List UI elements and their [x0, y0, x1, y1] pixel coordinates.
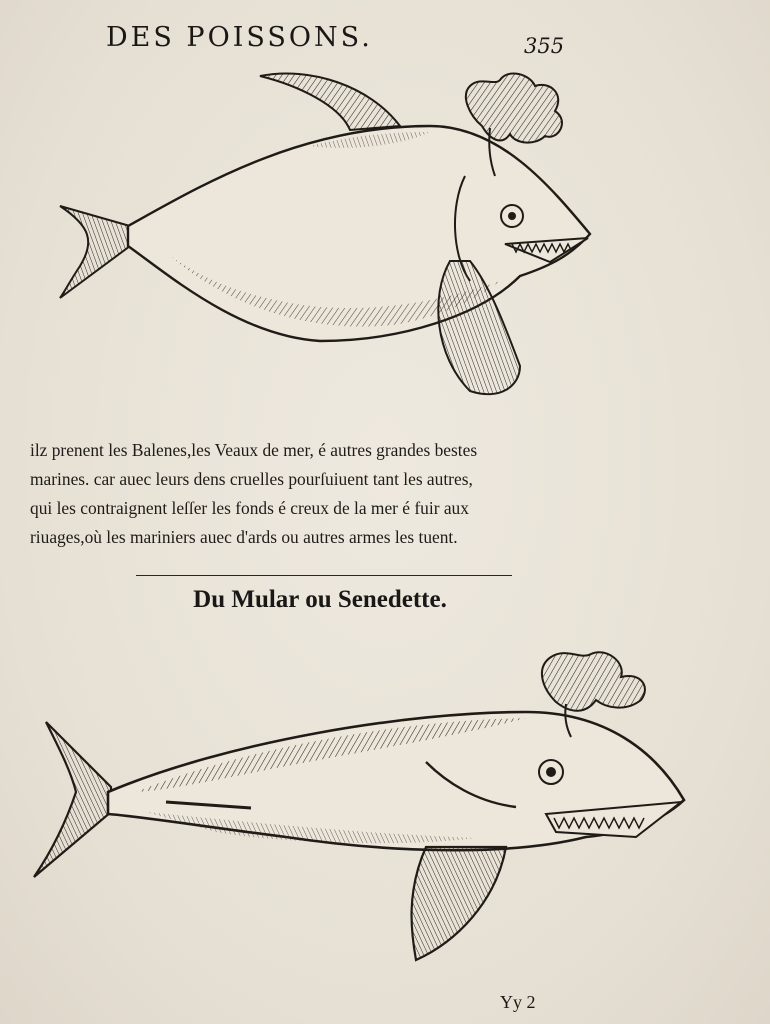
- fish-engraving-icon: [26, 642, 694, 972]
- body-paragraph: [30, 436, 630, 552]
- section-divider: [136, 575, 512, 576]
- fish-engraving-icon: [50, 66, 600, 406]
- page-number: 355: [524, 34, 565, 58]
- text-line: ilz prenent les Balenes,les Veaux de mer, é autres grandes bestes: [30, 440, 478, 460]
- running-head: DES POISSONS.: [106, 22, 373, 53]
- text-line: qui les contraignent leſſer les fonds é creux de la mer é fuir aux: [30, 498, 469, 518]
- section-heading: Du Mular ou Senedette.: [193, 586, 447, 613]
- text-line: riuages,où les mariniers auec d'ards ou autres armes les tuent.: [30, 527, 458, 547]
- signature-mark: Yy 2: [500, 992, 536, 1012]
- text-line: marines. car auec leurs dens cruelles pourſuiuent tant les autres,: [30, 469, 473, 489]
